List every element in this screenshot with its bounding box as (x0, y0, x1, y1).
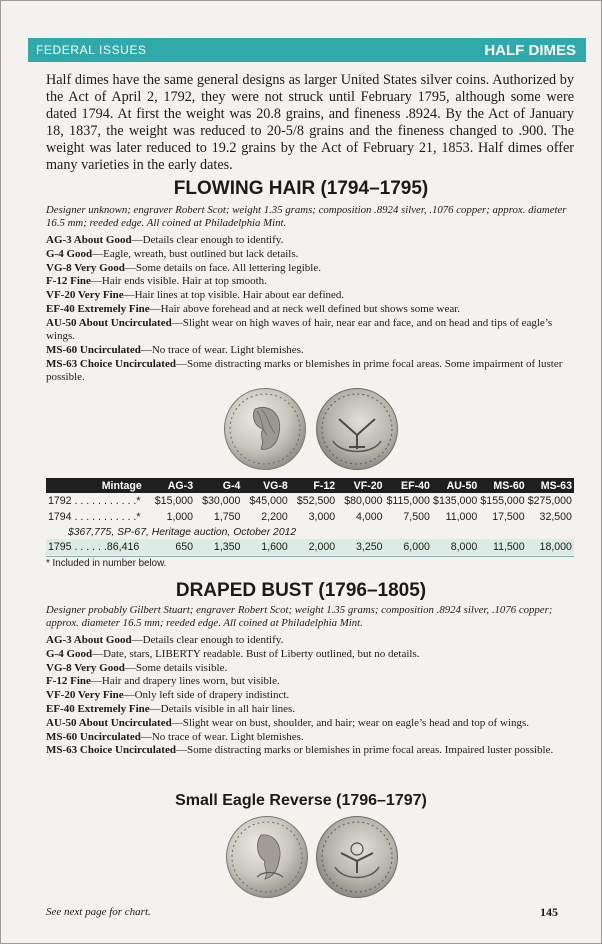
grade-item: VF-20 Very Fine—Hair lines at top visible. Hair about ear defined. (46, 289, 345, 302)
grade-item: AG-3 About Good—Details clear enough to identify. (46, 634, 284, 646)
grade-item: AU-50 About Uncirculated—Slight wear on bust, shoulder, and hair; wear on eagle’s head and top of wings. (46, 716, 529, 729)
grade-item: VG-8 Very Good—Some details visible. (46, 661, 228, 674)
draped-bust-heading: DRAPED BUST (1796–1805) (175, 580, 427, 601)
column-header: AG-3 (167, 479, 194, 492)
column-header: VG-8 (263, 479, 288, 492)
page-number: 145 (540, 905, 558, 919)
grade-item: G-4 Good—Eagle, wreath, bust outlined but lack details. (46, 247, 299, 260)
grade-item: G-4 Good—Date, stars, LIBERTY readable. Bust of Liberty outlined, but no details. (46, 647, 420, 660)
column-header: AU-50 (446, 479, 478, 492)
section-label: FEDERAL ISSUES (36, 43, 147, 57)
column-header: EF-40 (401, 479, 430, 492)
column-header: F-12 (313, 479, 336, 492)
small-eagle-heading: Small Eagle Reverse (1796–1797) (175, 792, 427, 809)
flowing-hair-heading: FLOWING HAIR (1794–1795) (173, 178, 429, 199)
grade-item: MS-60 Uncirculated—No trace of wear. Light blemishes. (46, 730, 304, 743)
flowing-hair-specs: Designer unknown; engraver Robert Scot; weight 1.35 grams; composition .8924 silver, .1076 copper; approx. diameter 16.5 mm; reeded edge. All coined at Philadelphia Mint. (46, 204, 567, 229)
column-header: MS-60 (493, 479, 525, 492)
column-header: Mintage (101, 479, 142, 492)
grade-item: VF-20 Very Fine—Only left side of drapery indistinct. (46, 689, 290, 702)
table-row: 1795 . . . . . .86,416 650 1,350 1,600 2,000 3,250 6,000 8,000 11,500 18,000 (46, 539, 574, 555)
grade-item: MS-63 Choice Uncirculated—Some distracting marks or blemishes in prime focal areas. Some impairment of luster possible. (46, 357, 563, 383)
column-header: G-4 (222, 479, 241, 492)
intro-paragraph: Half dimes have the same general designs as larger United States silver coins. Authorized by the Act of April 2, 1792, they were not struck until February 1795, although some were dated 1794. At first the weight was 20.8 grains, and fineness .8924. By the Act of January 18, 1837, the weight was reduced to 20-5/8 grains and the fineness changed to .900. The weight was later reduced to 19.2 grains by the Act of February 21, 1853. Half dimes offer many varieties in the early dates. (46, 72, 574, 173)
table-row: 1794 . . . . . . . . . . .* 1,000 1,750 2,200 3,000 4,000 7,500 11,000 17,500 32,500 (48, 511, 572, 523)
footer-note: See next page for chart. (46, 906, 151, 918)
grade-item: VG-8 Very Good—Some details on face. All lettering legible. (46, 261, 321, 274)
draped-bust-specs: Designer probably Gilbert Stuart; engraver Robert Scot; weight 1.35 grams; composition .8924 silver, .1076 copper; approx. diameter 16.5 mm; reeded edge. All coined at Philadelphia Mint. (46, 604, 553, 629)
grade-item: MS-63 Choice Uncirculated—Some distracting marks or blemishes in prime focal areas. Impaired luster possible. (46, 744, 554, 757)
grade-item: EF-40 Extremely Fine—Details visible in all hair lines. (46, 702, 296, 715)
table-row: 1792 . . . . . . . . . . .* $15,000 $30,000 $45,000 $52,500 $80,000 $115,000 $135,000 $155,000 $275,000 (48, 495, 572, 507)
page-section-title: HALF DIMES (484, 41, 576, 59)
grade-item: AG-3 About Good—Details clear enough to identify. (46, 234, 284, 246)
column-header: VF-20 (353, 479, 383, 492)
grade-item: AU-50 About Uncirculated—Slight wear on high waves of hair, near ear and face, and on head and tips of eagle’s wings. (46, 316, 553, 343)
grade-item: MS-60 Uncirculated—No trace of wear. Light blemishes. (46, 343, 304, 356)
grade-item: F-12 Fine—Hair and drapery lines worn, but visible. (46, 675, 280, 688)
table-footnote: * Included in number below. (46, 558, 167, 569)
grade-item: EF-40 Extremely Fine—Hair above forehead and at neck well defined but shows some wear. (46, 302, 461, 315)
column-header: MS-63 (540, 479, 572, 492)
auction-note: $367,775, SP-67, Heritage auction, October 2012 (68, 526, 297, 538)
grade-item: F-12 Fine—Hair ends visible. Hair at top smooth. (46, 275, 267, 288)
